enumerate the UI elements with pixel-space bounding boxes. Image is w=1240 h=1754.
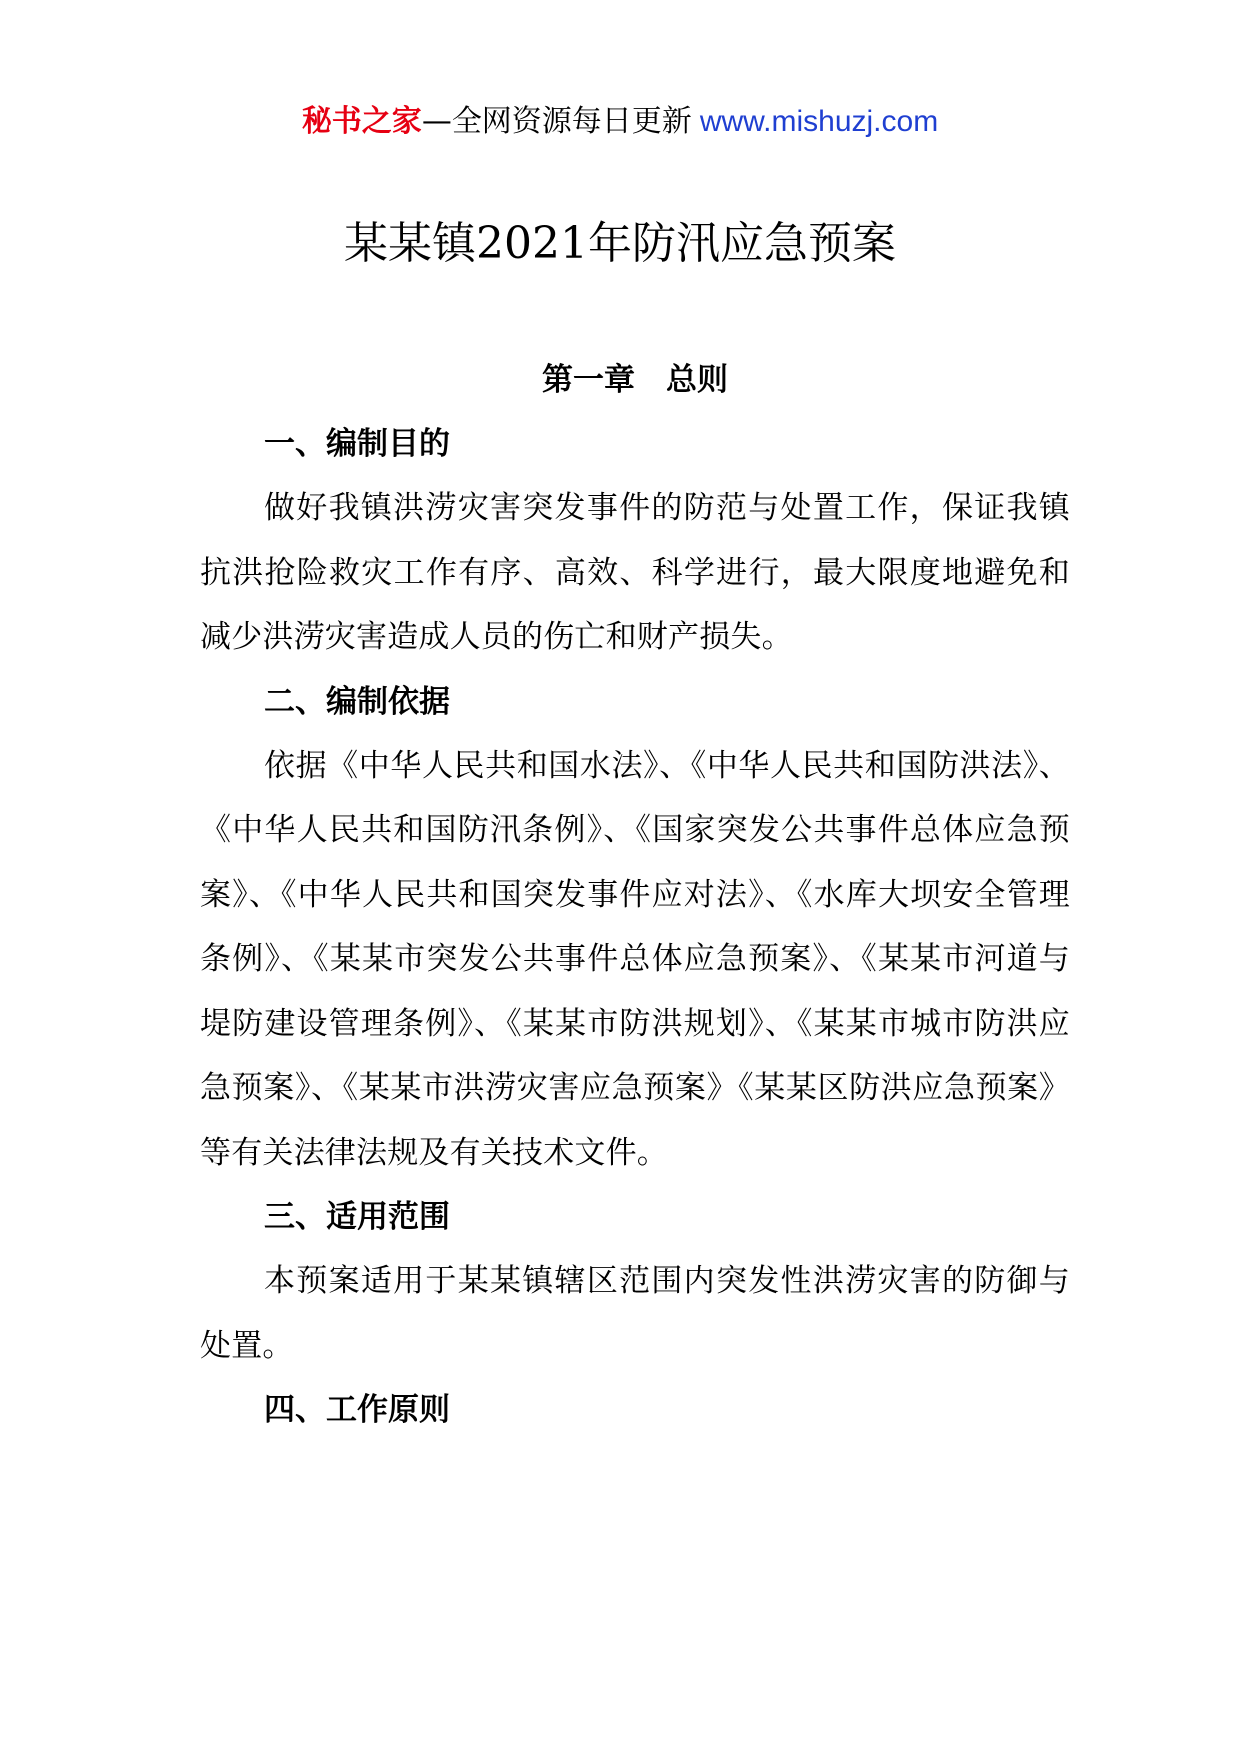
document-body: [200, 348, 1070, 1442]
brand-name: 秘书之家: [301, 104, 422, 139]
section-heading-purpose: 一、编制目的: [264, 426, 450, 462]
section-heading-basis: 二、编制依据: [264, 683, 450, 720]
header-tagline: —全网资源每日更新: [421, 104, 692, 139]
section-paragraph-purpose: 做好我镇洪涝灾害突发事件的防范与处置工作，保证我镇抗洪抢险救灾工作有序、高效、科学进行，最大限度地避免和减少洪涝灾害造成人员的伤亡和财产损失。: [200, 490, 1070, 655]
section-heading-principles: 四、工作原则: [264, 1392, 450, 1428]
site-header: [0, 100, 1240, 144]
document-title: 某某镇2021年防汛应急预案: [344, 218, 896, 269]
section-heading-scope: 三、适用范围: [264, 1199, 450, 1235]
section-paragraph-scope: 本预案适用于某某镇辖区范围内突发性洪涝灾害的防御与处置。: [200, 1263, 1070, 1364]
section-paragraph-basis: 依据《中华人民共和国水法》、《中华人民共和国防洪法》、《中华人民共和国防汛条例》、《国家突发公共事件总体应急预案》、《中华人民共和国突发事件应对法》、《水库大坝安全管理条例》、《某某市突发公共事件总体应急预案》、《某某市河道与堤防建设管理条例》、《某某市防洪规划》、《某某市城市防洪应急预案》、《某某市洪涝灾害应急预案》《某某区防洪应急预案》等有关法律法规及有关技术文件。: [200, 747, 1070, 1171]
site-url-link[interactable]: www.mishuzj.com: [699, 105, 939, 138]
chapter-heading: 第一章 总则: [542, 362, 728, 398]
